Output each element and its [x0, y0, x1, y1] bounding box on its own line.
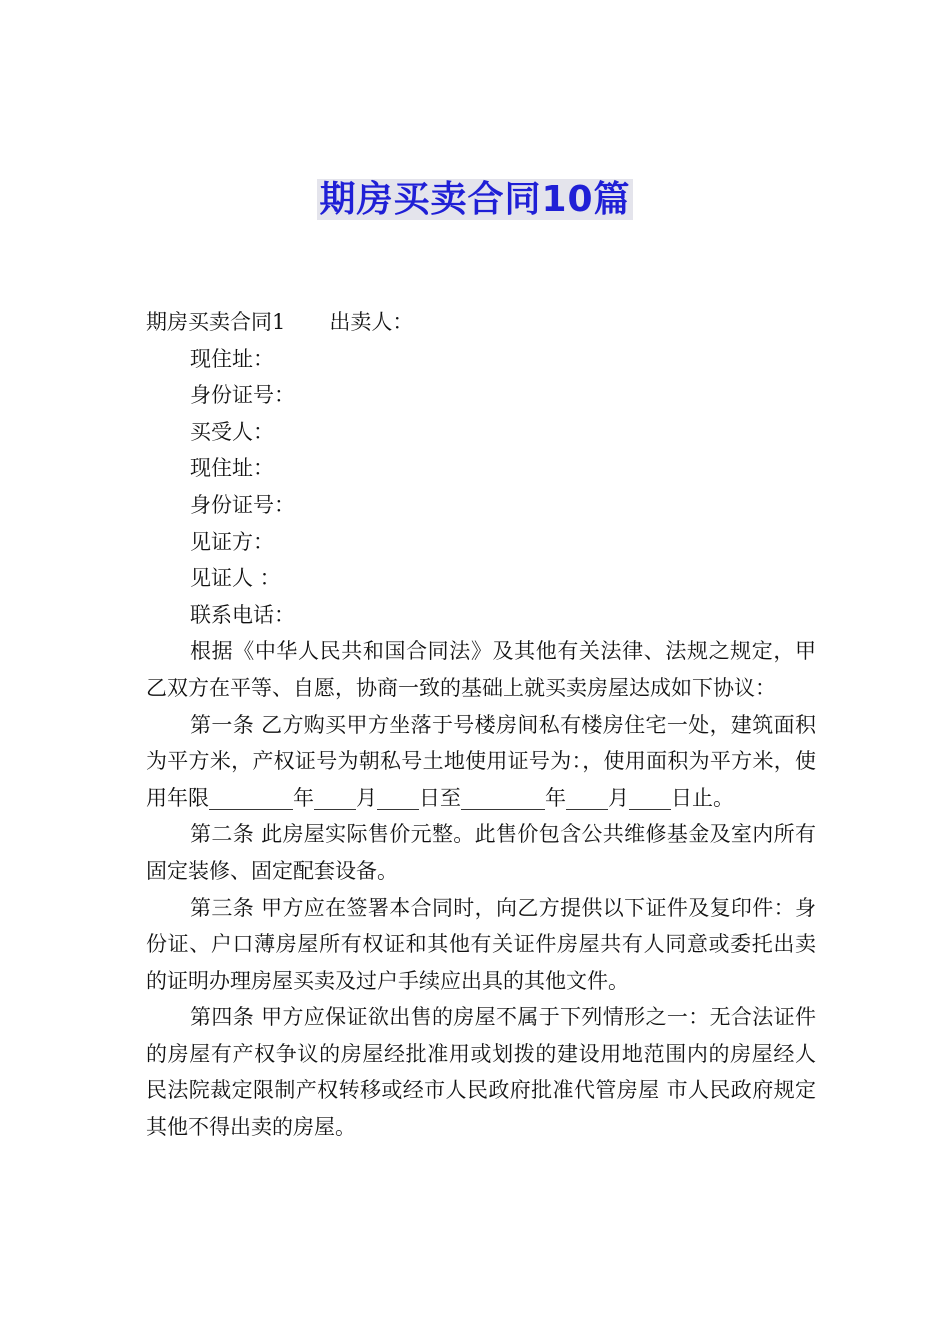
paragraph-article-1: 第一条 乙方购买甲方坐落于号楼房间私有楼房住宅一处，建筑面积为平方米，产权证号为朝私号土地使用证号为：，使用面积为平方米，使用年限________年____月____日至________年____月____日止。 — [146, 712, 816, 810]
paragraph-article-2: 第二条 此房屋实际售价元整。此售价包含公共维修基金及室内所有固定装修、固定配套设备。 — [146, 822, 816, 883]
field-address-1: 现住址： — [190, 346, 274, 371]
document-title — [0, 176, 950, 224]
field-id-number-2: 身份证号： — [190, 492, 295, 517]
field-phone: 联系电话： — [190, 602, 295, 627]
field-address-2: 现住址： — [190, 456, 274, 481]
field-id-number-1: 身份证号： — [190, 383, 295, 408]
contract-heading: 期房买卖合同1 — [146, 310, 286, 334]
field-buyer: 买受人： — [190, 419, 274, 444]
paragraph-preamble: 根据《中华人民共和国合同法》及其他有关法律、法规之规定，甲乙双方在平等、自愿，协商一致的基础上就买卖房屋达成如下协议： — [146, 639, 816, 700]
contract-heading-line — [146, 304, 816, 341]
paragraph-article-4: 第四条 甲方应保证欲出售的房屋不属于下列情形之一：无合法证件的房屋有产权争议的房屋经批准用或划拨的建设用地范围内的房屋经人民法院裁定限制产权转移或经市人民政府批准代管房屋 市人民政府规定其他不得出卖的房屋。 — [146, 1005, 816, 1140]
paragraph-article-3: 第三条 甲方应在签署本合同时，向乙方提供以下证件及复印件：身份证、户口薄房屋所有权证和其他有关证件房屋共有人同意或委托出卖的证明办理房屋买卖及过户手续应出具的其他文件。 — [146, 895, 816, 993]
seller-label: 出卖人： — [329, 310, 414, 334]
field-witness-party: 见证方： — [190, 529, 274, 554]
document-title-text: 期房买卖合同10篇 — [319, 179, 631, 220]
field-witness-person: 见证人 ： — [190, 566, 281, 591]
document-body — [146, 304, 816, 1146]
